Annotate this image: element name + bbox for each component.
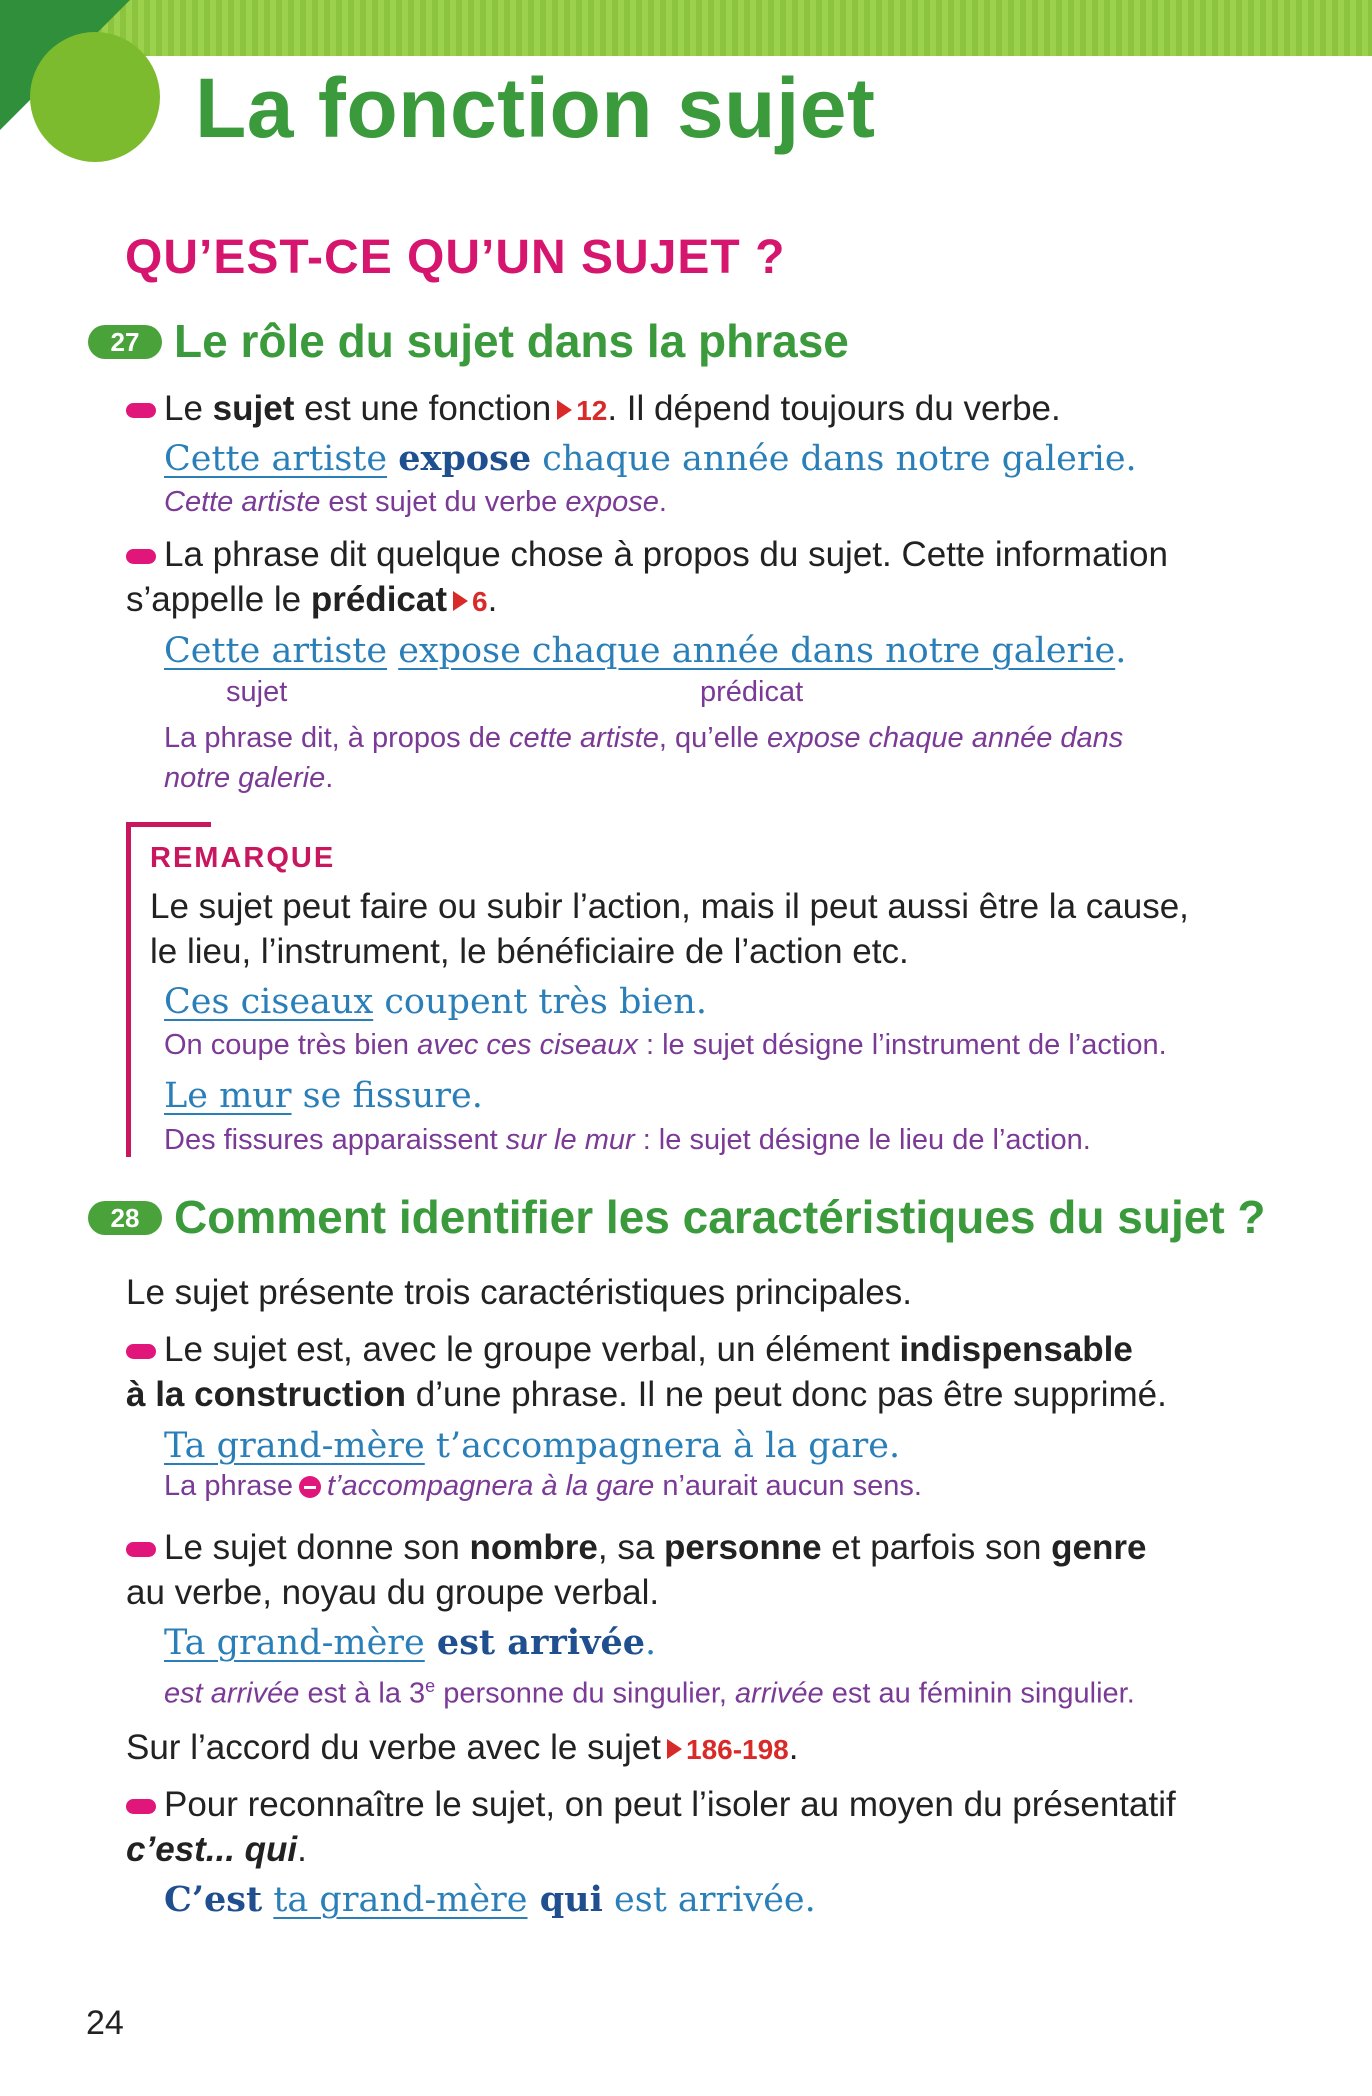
bullet-paragraph: Le sujet donne son nombre, sa personne et parfois son genre — [126, 1525, 1146, 1570]
section-heading: QU’EST-CE QU’UN SUJET ? — [125, 231, 786, 284]
remark-text: le lieu, l’instrument, le bénéficiaire de l’action etc. — [150, 932, 909, 971]
paragraph-line: à la construction d’une phrase. Il ne peut donc pas être supprimé. — [126, 1375, 1167, 1414]
example-sentence: Cette artiste expose chaque année dans notre galerie. — [164, 438, 1137, 479]
example-note: La phrase t’accompagnera à la gare n’aurait aucun sens. — [164, 1470, 922, 1502]
bullet-icon — [126, 1542, 156, 1557]
bullet-icon — [126, 1799, 156, 1814]
label-predicat: prédicat — [700, 676, 804, 708]
paragraph-line: c’est... qui. — [126, 1830, 307, 1869]
arrow-icon — [557, 400, 572, 420]
remark-border — [126, 822, 131, 1157]
bullet-paragraph: Le sujet est une fonction 12. Il dépend toujours du verbe. — [126, 386, 1061, 433]
page-reference[interactable]: 186-198 — [686, 1734, 789, 1765]
example-sentence: Le mur se fissure. — [164, 1076, 483, 1116]
arrow-icon — [453, 591, 468, 611]
paragraph-line: au verbe, noyau du groupe verbal. — [126, 1573, 660, 1612]
subsection-title: Le rôle du sujet dans la phrase — [174, 315, 849, 367]
bullet-paragraph: La phrase dit quelque chose à propos du sujet. Cette information — [126, 532, 1168, 577]
section-number-badge: 28 — [88, 1201, 162, 1235]
bullet-icon — [126, 549, 156, 564]
page-number: 24 — [86, 2004, 124, 2042]
example-note: La phrase dit, à propos de cette artiste, qu’elle expose chaque année dans — [164, 722, 1124, 754]
bullet-paragraph: Le sujet est, avec le groupe verbal, un élément indispensable — [126, 1327, 1133, 1372]
page-reference[interactable]: 12 — [576, 395, 608, 426]
page-title: La fonction sujet — [195, 61, 876, 155]
top-color-band — [0, 0, 1372, 56]
paragraph: Le sujet présente trois caractéristiques principales. — [126, 1273, 912, 1312]
remark-title: REMARQUE — [150, 842, 336, 874]
example-sentence: Ces ciseaux coupent très bien. — [164, 982, 707, 1022]
example-note: Des fissures apparaissent sur le mur : le sujet désigne le lieu de l’action. — [164, 1124, 1091, 1156]
paragraph-line: s’appelle le prédicat 6. — [126, 580, 498, 619]
example-note: notre galerie. — [164, 762, 334, 794]
paragraph: Sur l’accord du verbe avec le sujet 186-198. — [126, 1728, 799, 1767]
minus-circle-icon — [299, 1476, 321, 1498]
example-note: On coupe très bien avec ces ciseaux : le sujet désigne l’instrument de l’action. — [164, 1029, 1167, 1061]
example-sentence: Cette artiste expose chaque année dans notre galerie. — [164, 631, 1127, 671]
arrow-icon — [667, 1739, 682, 1759]
green-circle-decoration — [30, 32, 160, 162]
example-sentence: Ta grand-mère est arrivée. — [164, 1622, 657, 1663]
section-number-badge: 27 — [88, 325, 162, 359]
remark-border-top — [126, 822, 211, 827]
example-sentence: C’est ta grand-mère qui est arrivée. — [164, 1879, 816, 1920]
bullet-icon — [126, 403, 156, 418]
remark-text: Le sujet peut faire ou subir l’action, mais il peut aussi être la cause, — [150, 887, 1189, 926]
label-sujet: sujet — [226, 676, 288, 708]
example-note: est arrivée est à la 3e personne du singulier, arrivée est au féminin singulier. — [164, 1676, 1135, 1710]
subsection-title: Comment identifier les caractéristiques du sujet ? — [174, 1191, 1266, 1243]
bullet-icon — [126, 1344, 156, 1359]
example-sentence: Ta grand-mère t’accompagnera à la gare. — [164, 1426, 901, 1466]
example-note: Cette artiste est sujet du verbe expose. — [164, 486, 667, 518]
page-reference[interactable]: 6 — [472, 586, 488, 617]
bullet-paragraph: Pour reconnaître le sujet, on peut l’isoler au moyen du présentatif — [126, 1782, 1176, 1827]
